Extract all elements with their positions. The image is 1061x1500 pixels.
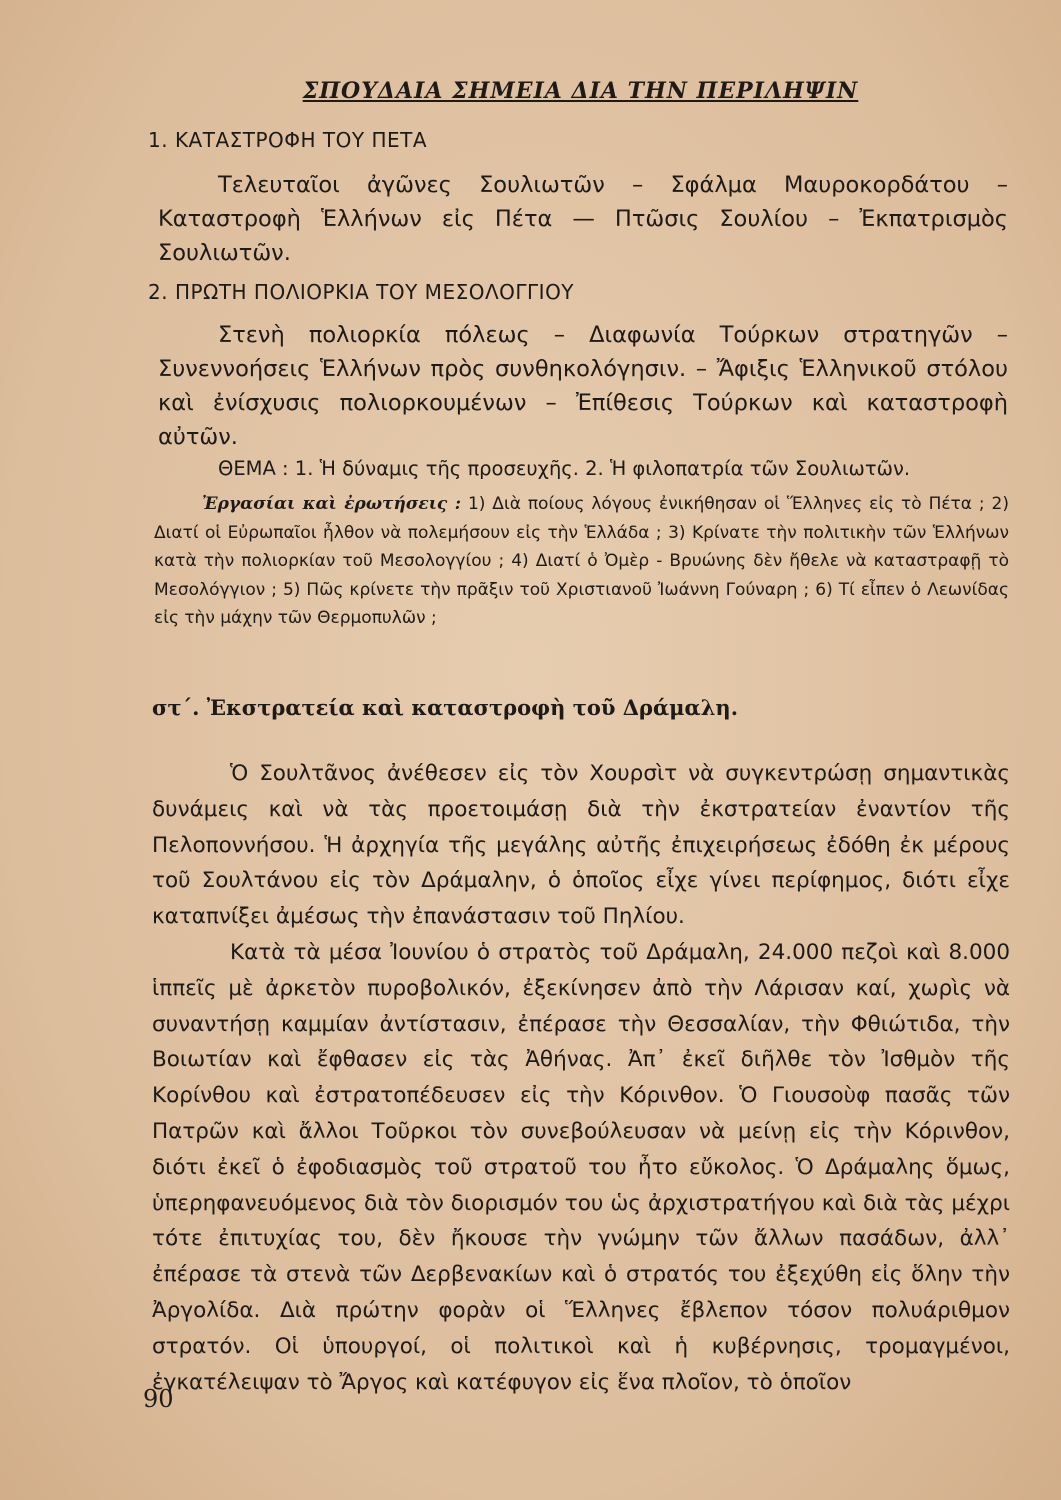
chapter-title: στ΄. Ἐκστρατεία καὶ καταστροφὴ τοῦ Δράμαλη.	[152, 695, 739, 720]
section-2-title: 2. ΠΡΩΤΗ ΠΟΛΙΟΡΚΙΑ ΤΟΥ ΜΕΣΟΛΟΓΓΙΟΥ	[148, 280, 575, 304]
thema-line: ΘΕΜΑ : 1. Ἡ δύναμις τῆς προσευχῆς. 2. Ἡ φιλοπατρία τῶν Σουλιωτῶν.	[218, 457, 911, 480]
section-1-title: 1. ΚΑΤΑΣΤΡΟΦΗ ΤΟΥ ΠΕΤΑ	[148, 128, 428, 152]
section-2-text: Στενὴ πολιορκία πόλεως – Διαφωνία Τούρκων στρατηγῶν – Συνεννοήσεις Ἑλλήνων πρὸς συνθηκολόγησιν. – Ἄφιξις Ἑλληνικοῦ στόλου καὶ ἐνίσχυσις πολιορκουμένων – Ἐπίθεσις Τούρκων καὶ καταστροφὴ αὐτῶν.	[158, 322, 1008, 450]
page-number: 90	[143, 1385, 174, 1413]
section-1-text: Τελευταῖοι ἀγῶνες Σουλιωτῶν – Σφάλμα Μαυροκορδάτου – Καταστροφὴ Ἑλλήνων εἰς Πέτα — Πτῶσις Σουλίου – Ἐκπατρισμὸς Σουλιωτῶν.	[158, 172, 1008, 266]
questions-text: 1) Διὰ ποίους λόγους ἐνικήθησαν οἱ Ἕλληνες εἰς τὸ Πέτα ; 2) Διατί οἱ Εὐρωπαῖοι ἦλθον νὰ πολεμήσουν εἰς τὴν Ἑλλάδα ; 3) Κρίνατε τὴν πολιτικὴν τῶν Ἑλλήνων κατὰ τὴν πολιορκίαν τοῦ Μεσολογγίου ; 4) Διατί ὁ Ὀμὲρ - Βρυώνης δὲν ἤθελε νὰ καταστραφῇ τὸ Μεσολόγγιον ; 5) Πῶς κρίνετε τὴν πρᾶξιν τοῦ Χριστιανοῦ Ἰωάννη Γούναρη ; 6) Τί εἶπεν ὁ Λεωνίδας εἰς τὴν μάχην τῶν Θερμοπυλῶν ;	[154, 494, 1010, 628]
body-paragraph-2: Κατὰ τὰ μέσα Ἰουνίου ὁ στρατὸς τοῦ Δράμαλη, 24.000 πεζοὶ καὶ 8.000 ἱππεῖς μὲ ἀρκετὸν πυροβολικόν, ἐξεκίνησεν ἀπὸ τὴν Λάρισαν καί, χωρὶς νὰ συναντήσῃ καμμίαν ἀντίστασιν, ἐπέρασε τὴν Θεσσαλίαν, τὴν Φθιώτιδα, τὴν Βοιωτίαν καὶ ἔφθασεν εἰς τὰς Ἀθήνας. Ἀπ᾽ ἐκεῖ διῆλθε τὸν Ἰσθμὸν τῆς Κορίνθου καὶ ἐστρατοπέδευσεν εἰς τὴν Κόρινθον. Ὁ Γιουσοὺφ πασᾶς τῶν Πατρῶν καὶ ἄλλοι Τοῦρκοι τὸν συνεβούλευσαν νὰ μείνῃ εἰς τὴν Κόρινθον, διότι ἐκεῖ ὁ ἐφοδιασμὸς τοῦ στρατοῦ του ἦτο εὔκολος. Ὁ Δράμαλης ὅμως, ὑπερηφανευόμενος διὰ τὸν διορισμόν του ὡς ἀρχιστρατήγου καὶ διὰ τὰς μέχρι τότε ἐπιτυχίας του, δὲν ἤκουσε τὴν γνώμην τῶν ἄλλων πασάδων, ἀλλ᾽ ἐπέρασε τὰ στενὰ τῶν Δερβενακίων καὶ ὁ στρατός του ἐξεχύθη εἰς ὅλην τὴν Ἀργολίδα. Διὰ πρώτην φορὰν οἱ Ἕλληνες ἔβλεπον τόσον πολυάριθμον στρατόν. Οἱ ὑπουργοί, οἱ πολιτικοὶ καὶ ἡ κυβέρνησις, τρομαγμένοι, ἐγκατέλειψαν τὸ Ἄργος καὶ κατέφυγον εἰς ἕνα πλοῖον, τὸ ὁποῖον	[152, 939, 1010, 1395]
questions-block	[154, 490, 1009, 633]
body-paragraph-1: Ὁ Σουλτᾶνος ἀνέθεσεν εἰς τὸν Χουρσὶτ νὰ συγκεντρώσῃ σημαντικὰς δυνάμεις καὶ νὰ τὰς προετοιμάσῃ διὰ τὴν ἐκστρατείαν ἐναντίον τῆς Πελοποννήσου. Ἡ ἀρχηγία τῆς μεγάλης αὐτῆς ἐπιχειρήσεως ἐδόθη ἐκ μέρους τοῦ Σουλτάνου εἰς τὸν Δράμαλην, ὁ ὁποῖος εἶχε γίνει περίφημος, διότι εἶχε καταπνίξει ἀμέσως τὴν ἐπανάστασιν τοῦ Πηλίου.	[152, 761, 1010, 930]
chapter-body	[152, 756, 1010, 1400]
questions-lead: Ἐργασίαι καὶ ἐρωτήσεις :	[202, 494, 461, 514]
summary-heading: ΣΠΟΥΔΑΙΑ ΣΗΜΕΙΑ ΔΙΑ ΤΗΝ ΠΕΡΙΛΗΨΙΝ	[302, 78, 859, 104]
